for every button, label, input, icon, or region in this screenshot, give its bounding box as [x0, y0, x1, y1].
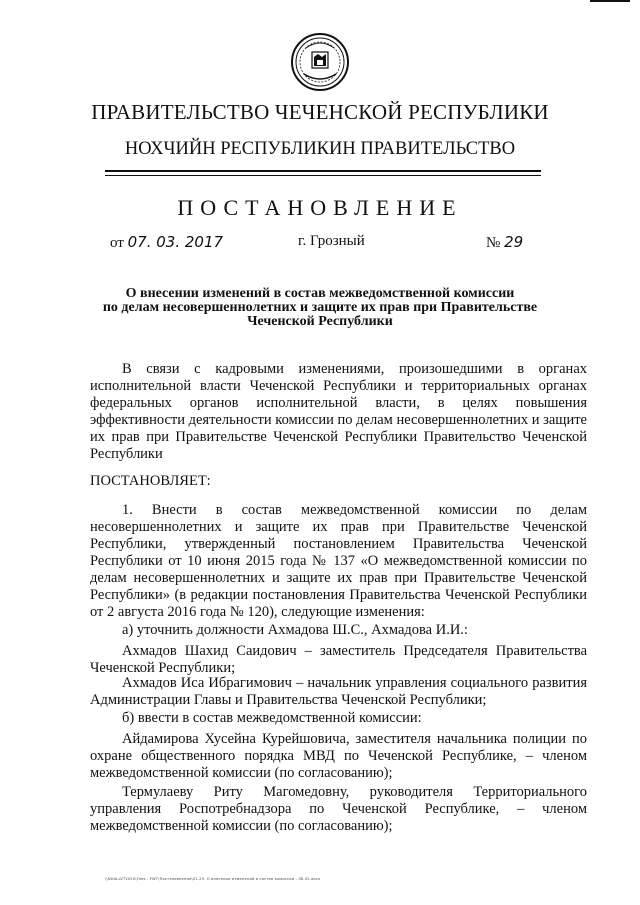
title-line: Чеченской Республики — [247, 314, 393, 329]
document-title — [80, 287, 560, 329]
preamble-paragraph: В связи с кадровыми изменениями, произошедшими в органах исполнительной власти Чеченской Республики и территориальных органах федеральных органов исполнительной власти, в целях повышения эффективности деятельности комиссии по делам несовершеннолетних и защите их прав при Правительстве Чеченской Республики Правительство Чеченской Республики — [90, 361, 587, 462]
number-value: 29 — [504, 233, 524, 251]
number-prefix: № — [486, 235, 501, 251]
sub-item-a: а) уточнить должности Ахмадова Ш.С., Ахмадова И.И.: — [122, 622, 468, 638]
date-value: 07. 03. 2017 — [127, 233, 224, 251]
date-prefix: от — [110, 235, 124, 251]
top-corner-mark — [590, 0, 630, 5]
title-line: О внесении изменений в состав межведомственной комиссии — [125, 286, 515, 301]
document-city: г. Грозный — [298, 233, 365, 249]
document-date — [110, 233, 223, 252]
document-number — [486, 233, 523, 252]
document-type: ПОСТАНОВЛЕНИЕ — [177, 195, 463, 220]
emblem-seal-icon — [290, 32, 350, 92]
decree-heading: ПОСТАНОВЛЯЕТ: — [90, 473, 211, 489]
header-rule-thin — [105, 175, 541, 176]
item-1-paragraph: 1. Внести в состав межведомственной комиссии по делам несовершеннолетних и защите их прав при Правительстве Чеченской Республики, утвержденный постановлением Правительства Чеченской Республики от 10 июня 2015 года № 137 «О межведомственной комиссии по делам несовершеннолетних и защите их прав при Правительстве Чеченской Республики» (в редакции постановления Правительства Чеченской Республики от 2 августа 2016 года № 120), следующие изменения: — [90, 502, 587, 620]
person-3-paragraph: Айдамирова Хусейна Курейшовича, заместителя начальника полиции по охране общественного порядка МВД по Чеченской Республике, – членом межведомственной комиссии (по согласованию); — [90, 731, 587, 781]
person-1-paragraph: Ахмадов Шахид Саидович – заместитель Председателя Правительства Чеченской Республики; — [90, 643, 587, 676]
organization-name-ce: НОХЧИЙН РЕСПУБЛИКИН ПРАВИТЕЛЬСТВО — [124, 139, 516, 159]
organization-name-ru: ПРАВИТЕЛЬСТВО ЧЕЧЕНСКОЙ РЕСПУБЛИКИ — [91, 100, 549, 124]
file-path-footer: \\NHALLVT2020\Files - FWT\Постановления\01.29. О внесении изменений в состав комиссии - 08.02.docx — [105, 877, 321, 881]
sub-item-b: б) ввести в состав межведомственной комиссии: — [122, 710, 422, 726]
header-rule-thick — [105, 170, 541, 172]
title-line: по делам несовершеннолетних и защите их прав при Правительстве — [102, 300, 538, 315]
person-2-paragraph: Ахмадов Иса Ибрагимович – начальник управления социального развития Администрации Главы и Правительства Чеченской Республики; — [90, 675, 587, 708]
person-4-paragraph: Термулаеву Риту Магомедовну, руководителя Территориального управления Роспотребнадзора по Чеченской Республике, – членом межведомственной комиссии (по согласованию); — [90, 784, 587, 834]
